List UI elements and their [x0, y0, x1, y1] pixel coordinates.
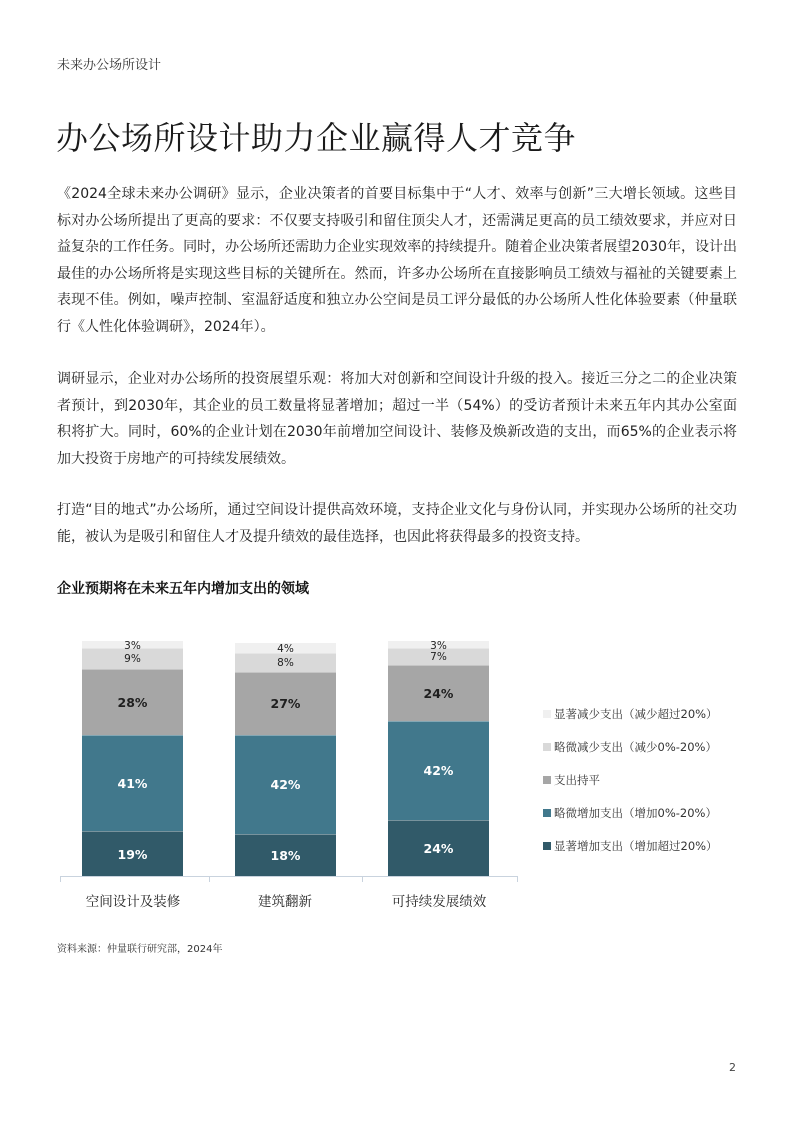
legend-label: 显著减少支出（减少超过20%） — [554, 706, 718, 721]
legend-swatch-icon — [543, 710, 551, 718]
bar-value-label: 4% — [277, 643, 294, 656]
legend-label: 显著增加支出（增加超过20%） — [554, 838, 718, 853]
bar-value-label: 7% — [430, 650, 447, 663]
x-category-label: 建筑翻新 — [258, 894, 312, 910]
legend-swatch-icon — [543, 809, 551, 817]
body-paragraph-2: 调研显示，企业对办公场所的投资展望乐观：将加大对创新和空间设计升级的投入。接近三分之二的企业决策者预计，到2030年，其企业的员工数量将显著增加；超过一半（54%）的受访者预计未来五年内其办公室面积将扩大。同时，60%的企业计划在2030年前增加空间设计、装修及焕新改造的支出，而65%的企业表示将加大投资于房地产的可持续发展绩效。 — [57, 371, 737, 467]
bar-segment — [235, 735, 336, 834]
bar-segment — [82, 735, 183, 831]
bar-segment — [82, 831, 183, 876]
x-category-label: 可持续发展绩效 — [391, 894, 487, 910]
legend-item — [543, 829, 718, 862]
legend-item — [543, 796, 718, 829]
chart-source: 资料来源：仲量联行研究部，2024年 — [57, 944, 223, 955]
legend-label: 略微减少支出（减少0%-20%） — [554, 739, 717, 754]
bar-segment — [388, 665, 489, 721]
stacked-bar — [82, 641, 183, 876]
bar-value-label: 8% — [277, 656, 294, 669]
bar-value-label: 24% — [423, 685, 454, 701]
bar-value-label: 41% — [117, 776, 148, 792]
bar-value-label: 42% — [423, 763, 454, 779]
stacked-bar — [388, 641, 489, 876]
bar-segment — [82, 639, 183, 652]
legend-label: 略微增加支出（增加0%-20%） — [554, 805, 717, 820]
bar-value-label: 19% — [117, 846, 148, 862]
bar-segment — [235, 643, 336, 656]
legend-swatch-icon — [543, 842, 551, 850]
x-axis-tick — [209, 876, 210, 882]
body-paragraph-3: 打造“目的地式”办公场所，通过空间设计提供高效环境，支持企业文化与身份认同，并实现办公场所的社交功能，被认为是吸引和留住人才及提升绩效的最佳选择，也因此将获得最多的投资支持。 — [57, 502, 737, 545]
running-header: 未来办公场所设计 — [57, 58, 162, 73]
bar-segment — [235, 834, 336, 876]
legend-item — [543, 763, 718, 796]
legend-swatch-icon — [543, 776, 551, 784]
bar-segment — [388, 639, 489, 652]
bar-value-label: 3% — [124, 639, 141, 652]
bar-value-label: 18% — [270, 847, 301, 863]
legend-item — [543, 730, 718, 763]
bar-value-label: 42% — [270, 777, 301, 793]
stacked-bar — [235, 641, 336, 876]
bar-value-label: 27% — [270, 696, 301, 712]
x-axis-tick — [60, 876, 61, 882]
x-category-label: 空间设计及装修 — [85, 894, 181, 910]
bar-value-label: 24% — [423, 840, 454, 856]
body-paragraph-1: 《2024全球未来办公调研》显示，企业决策者的首要目标集中于“人才、效率与创新”三大增长领域。这些目标对办公场所提出了更高的要求：不仅要支持吸引和留住顶尖人才，还需满足更高的员工绩效要求，并应对日益复杂的工作任务。同时，办公场所还需助力企业实现效率的持续提升。随着企业决策者展望2030年，设计出最佳的办公场所将是实现这些目标的关键所在。然而，许多办公场所在直接影响员工绩效与福祉的关键要素上表现不佳。例如，噪声控制、室温舒适度和独立办公空间是员工评分最低的办公场所人性化体验要素（仲量联行《人性化体验调研》，2024年）。 — [57, 186, 737, 335]
bar-segment — [82, 669, 183, 735]
page-title: 办公场所设计助力企业赢得人才竞争 — [56, 119, 577, 157]
bar-value-label: 9% — [124, 653, 141, 666]
chart-legend — [543, 697, 718, 862]
x-axis-tick — [517, 876, 518, 882]
bar-segment — [235, 672, 336, 735]
x-axis-tick — [362, 876, 363, 882]
bar-segment — [235, 653, 336, 672]
bar-value-label: 3% — [430, 639, 447, 652]
legend-item — [543, 697, 718, 730]
bar-value-label: 28% — [117, 695, 148, 711]
page-number: 2 — [729, 1061, 736, 1074]
x-axis-line — [60, 876, 518, 877]
bar-segment — [388, 721, 489, 820]
bar-segment — [388, 820, 489, 876]
chart-title: 企业预期将在未来五年内增加支出的领域 — [57, 581, 309, 597]
legend-label: 支出持平 — [554, 772, 600, 787]
legend-swatch-icon — [543, 743, 551, 751]
